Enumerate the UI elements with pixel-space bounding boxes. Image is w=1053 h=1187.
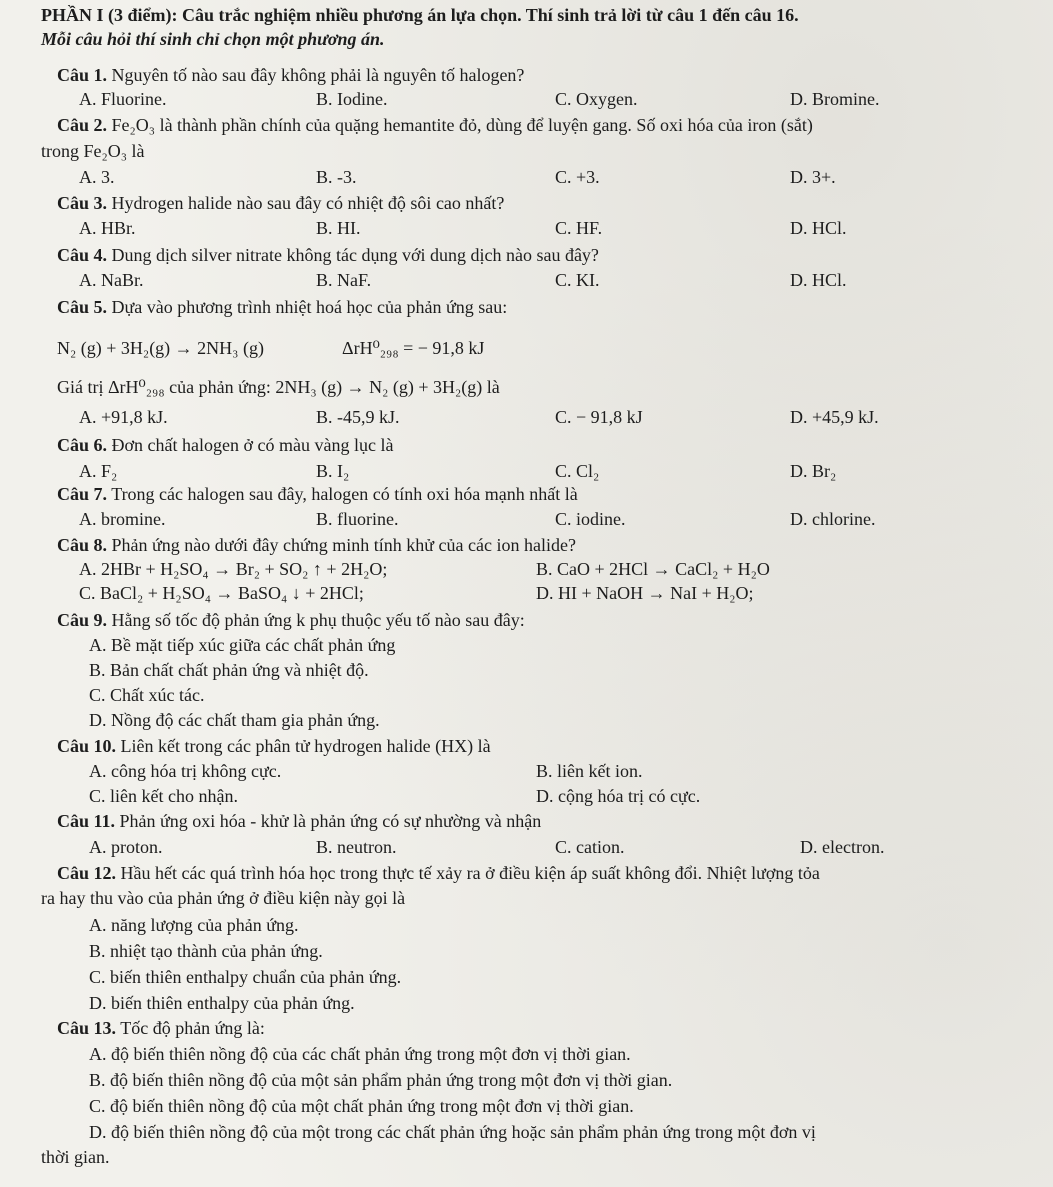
q12-option-d[interactable]: D. biến thiên enthalpy của phản ứng.: [89, 993, 355, 1013]
q13-option-a[interactable]: A. độ biến thiên nồng độ của các chất phản ứng trong một đơn vị thời gian.: [89, 1044, 631, 1064]
question-10: Câu 10. Liên kết trong các phân tử hydrogen halide (HX) là: [57, 736, 491, 756]
question-9: Câu 9. Hằng số tốc độ phản ứng k phụ thuộc yếu tố nào sau đây:: [57, 610, 525, 630]
question-1: Câu 1. Nguyên tố nào sau đây không phải là nguyên tố halogen?: [57, 65, 525, 85]
q10-option-a[interactable]: A. công hóa trị không cực.: [89, 761, 282, 781]
question-12-cont: ra hay thu vào của phản ứng ở điều kiện này gọi là: [41, 888, 406, 908]
q12-option-c[interactable]: C. biến thiên enthalpy chuẩn của phản ứng.: [89, 967, 402, 987]
question-2-cont: trong Fe₂O₃ là: [41, 141, 145, 161]
question-4: Câu 4. Dung dịch silver nitrate không tác dụng với dung dịch nào sau đây?: [57, 245, 599, 265]
part-heading: PHẦN I (3 điểm): Câu trắc nghiệm nhiều phương án lựa chọn. Thí sinh trả lời từ câu 1 đến câu 16.: [41, 5, 799, 25]
question-12: Câu 12. Hầu hết các quá trình hóa học trong thực tế xảy ra ở điều kiện áp suất không đổi. Nhiệt lượng tỏa: [57, 863, 820, 883]
q10-option-d[interactable]: D. cộng hóa trị có cực.: [536, 786, 701, 806]
q5-option-c[interactable]: C. − 91,8 kJ: [555, 407, 643, 427]
q11-option-c[interactable]: C. cation.: [555, 837, 625, 857]
q8-option-b[interactable]: B. CaO + 2HCl → CaCl₂ + H₂O: [536, 559, 770, 579]
q7-option-a[interactable]: A. bromine.: [79, 509, 166, 529]
q8-option-a[interactable]: A. 2HBr + H₂SO₄ → Br₂ + SO₂ ↑ + 2H₂O;: [79, 559, 388, 579]
question-8: Câu 8. Phản ứng nào dưới đây chứng minh tính khử của các ion halide?: [57, 535, 576, 555]
question-13: Câu 13. Tốc độ phản ứng là:: [57, 1018, 265, 1038]
q4-option-b[interactable]: B. NaF.: [316, 270, 372, 290]
question-5: Câu 5. Dựa vào phương trình nhiệt hoá học của phản ứng sau:: [57, 297, 508, 317]
q6-option-c[interactable]: C. Cl₂: [555, 461, 600, 481]
q1-option-b[interactable]: B. Iodine.: [316, 89, 388, 109]
q2-option-a[interactable]: A. 3.: [79, 167, 115, 187]
q13-option-b[interactable]: B. độ biến thiên nồng độ của một sản phẩm phản ứng trong một đơn vị thời gian.: [89, 1070, 673, 1090]
q1-option-a[interactable]: A. Fluorine.: [79, 89, 167, 109]
q11-option-a[interactable]: A. proton.: [89, 837, 163, 857]
q13-option-d[interactable]: D. độ biến thiên nồng độ của một trong các chất phản ứng hoặc sản phẩm phản ứng trong một đơn vị: [89, 1122, 816, 1142]
q7-option-b[interactable]: B. fluorine.: [316, 509, 399, 529]
q8-option-c[interactable]: C. BaCl₂ + H₂SO₄ → BaSO₄ ↓ + 2HCl;: [79, 583, 364, 603]
q2-option-b[interactable]: B. -3.: [316, 167, 357, 187]
enthalpy-value: ΔrH⁰₂₉₈ = − 91,8 kJ: [342, 338, 485, 358]
q10-option-b[interactable]: B. liên kết ion.: [536, 761, 643, 781]
q9-option-a[interactable]: A. Bề mặt tiếp xúc giữa các chất phản ứng: [89, 635, 396, 655]
q9-option-b[interactable]: B. Bản chất chất phản ứng và nhiệt độ.: [89, 660, 369, 680]
q10-option-c[interactable]: C. liên kết cho nhận.: [89, 786, 238, 806]
q4-option-a[interactable]: A. NaBr.: [79, 270, 144, 290]
instruction: Mỗi câu hỏi thí sinh chỉ chọn một phương án.: [41, 29, 385, 49]
q5-option-b[interactable]: B. -45,9 kJ.: [316, 407, 400, 427]
q6-option-d[interactable]: D. Br₂: [790, 461, 837, 481]
q12-option-b[interactable]: B. nhiệt tạo thành của phản ứng.: [89, 941, 323, 961]
q6-option-a[interactable]: A. F₂: [79, 461, 118, 481]
q7-option-c[interactable]: C. iodine.: [555, 509, 626, 529]
q11-option-b[interactable]: B. neutron.: [316, 837, 397, 857]
q1-option-d[interactable]: D. Bromine.: [790, 89, 880, 109]
question-3: Câu 3. Hydrogen halide nào sau đây có nhiệt độ sôi cao nhất?: [57, 193, 505, 213]
q13-option-d-cont: thời gian.: [41, 1147, 110, 1167]
q5-option-a[interactable]: A. +91,8 kJ.: [79, 407, 168, 427]
q4-option-d[interactable]: D. HCl.: [790, 270, 847, 290]
q2-option-d[interactable]: D. 3+.: [790, 167, 836, 187]
q1-option-c[interactable]: C. Oxygen.: [555, 89, 638, 109]
q2-option-c[interactable]: C. +3.: [555, 167, 600, 187]
q9-option-c[interactable]: C. Chất xúc tác.: [89, 685, 205, 705]
q12-option-a[interactable]: A. năng lượng của phản ứng.: [89, 915, 299, 935]
question-2: Câu 2. Fe₂O₃ là thành phần chính của quặng hemantite đỏ, dùng để luyện gang. Số oxi hóa của iron (sắt): [57, 115, 813, 135]
q4-option-c[interactable]: C. KI.: [555, 270, 600, 290]
q3-option-a[interactable]: A. HBr.: [79, 218, 136, 238]
q13-option-c[interactable]: C. độ biến thiên nồng độ của một chất phản ứng trong một đơn vị thời gian.: [89, 1096, 634, 1116]
question-5-ask: Giá trị ΔrH⁰₂₉₈ của phản ứng: 2NH₃ (g) → N₂ (g) + 3H₂(g) là: [57, 377, 500, 397]
question-11: Câu 11. Phản ứng oxi hóa - khử là phản ứng có sự nhường và nhận: [57, 811, 542, 831]
q3-option-c[interactable]: C. HF.: [555, 218, 603, 238]
q8-option-d[interactable]: D. HI + NaOH → NaI + H₂O;: [536, 583, 754, 603]
q7-option-d[interactable]: D. chlorine.: [790, 509, 876, 529]
thermo-equation: N₂ (g) + 3H₂(g) → 2NH₃ (g): [57, 338, 264, 358]
q9-option-d[interactable]: D. Nồng độ các chất tham gia phản ứng.: [89, 710, 380, 730]
q11-option-d[interactable]: D. electron.: [800, 837, 885, 857]
q6-option-b[interactable]: B. I₂: [316, 461, 350, 481]
q3-option-b[interactable]: B. HI.: [316, 218, 361, 238]
q5-option-d[interactable]: D. +45,9 kJ.: [790, 407, 879, 427]
q3-option-d[interactable]: D. HCl.: [790, 218, 847, 238]
question-7: Câu 7. Trong các halogen sau đây, halogen có tính oxi hóa mạnh nhất là: [57, 484, 578, 504]
question-6: Câu 6. Đơn chất halogen ở có màu vàng lục là: [57, 435, 394, 455]
